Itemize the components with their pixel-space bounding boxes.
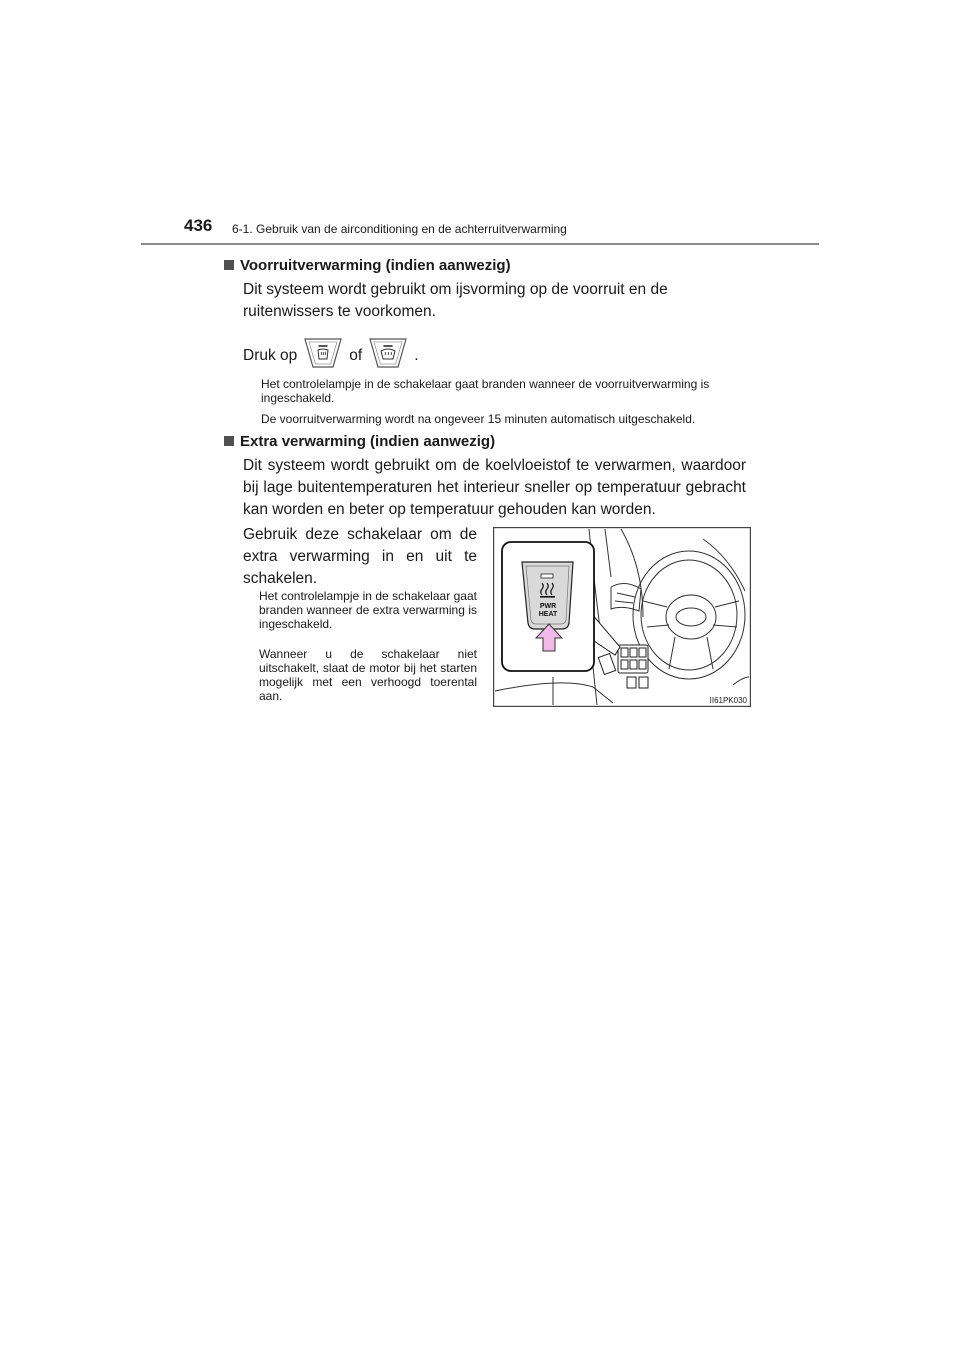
note-indicator-extra-heating: Het controlelampje in de schakelaar gaat branden wanneer de extra verwarming is ingeschakeld. — [259, 589, 477, 631]
windshield-deicer-button-icon — [303, 337, 343, 376]
section-heading-windshield: Voorruitverwarming (indien aanwezig) — [224, 257, 511, 274]
extra-heating-instruction: Gebruik deze schakelaar om de extra verwarming in en uit te schakelen. — [243, 526, 477, 587]
switch-label-heat: HEAT — [538, 611, 558, 618]
header-divider — [141, 243, 819, 245]
switch-label-pwr: PWR — [539, 603, 557, 610]
section-title: 6-1. Gebruik van de airconditioning en de achterruitverwarming — [232, 222, 567, 236]
figure-code: II61PK030 — [709, 696, 747, 705]
extra-heating-description: Dit systeem wordt gebruikt om de koelvloeistof te verwarmen, waardoor bij lage buitentemperaturen het interieur sneller op temperatuur gebracht kan worden en beter op temperatuur gehouden kan worden. — [243, 457, 746, 518]
note-engine-rpm: Wanneer u de schakelaar niet uitschakelt, slaat de motor bij het starten mogelijk met een verhoogd toerental aan. — [259, 647, 477, 703]
bullet-square-icon — [224, 260, 234, 270]
pwr-heat-switch-illustration — [493, 527, 751, 707]
windshield-instruction: Druk op of . — [243, 336, 419, 376]
page-number: 436 — [184, 216, 213, 235]
windshield-description: Dit systeem wordt gebruikt om ijsvorming op de voorruit en de ruitenwissers te voorkomen. — [243, 281, 668, 320]
illustration-svg — [493, 527, 751, 707]
section-heading-extra-heating: Extra verwarming (indien aanwezig) — [224, 433, 495, 450]
note-indicator-windshield: Het controlelampje in de schakelaar gaat branden wanneer de voorruitverwarming is ingeschakeld. — [261, 377, 710, 405]
pwr-heat-switch — [522, 562, 573, 629]
note-auto-off: De voorruitverwarming wordt na ongeveer 15 minuten automatisch uitgeschakeld. — [261, 412, 696, 426]
windshield-deicer-alt-button-icon — [368, 337, 408, 376]
bullet-square-icon — [224, 436, 234, 446]
